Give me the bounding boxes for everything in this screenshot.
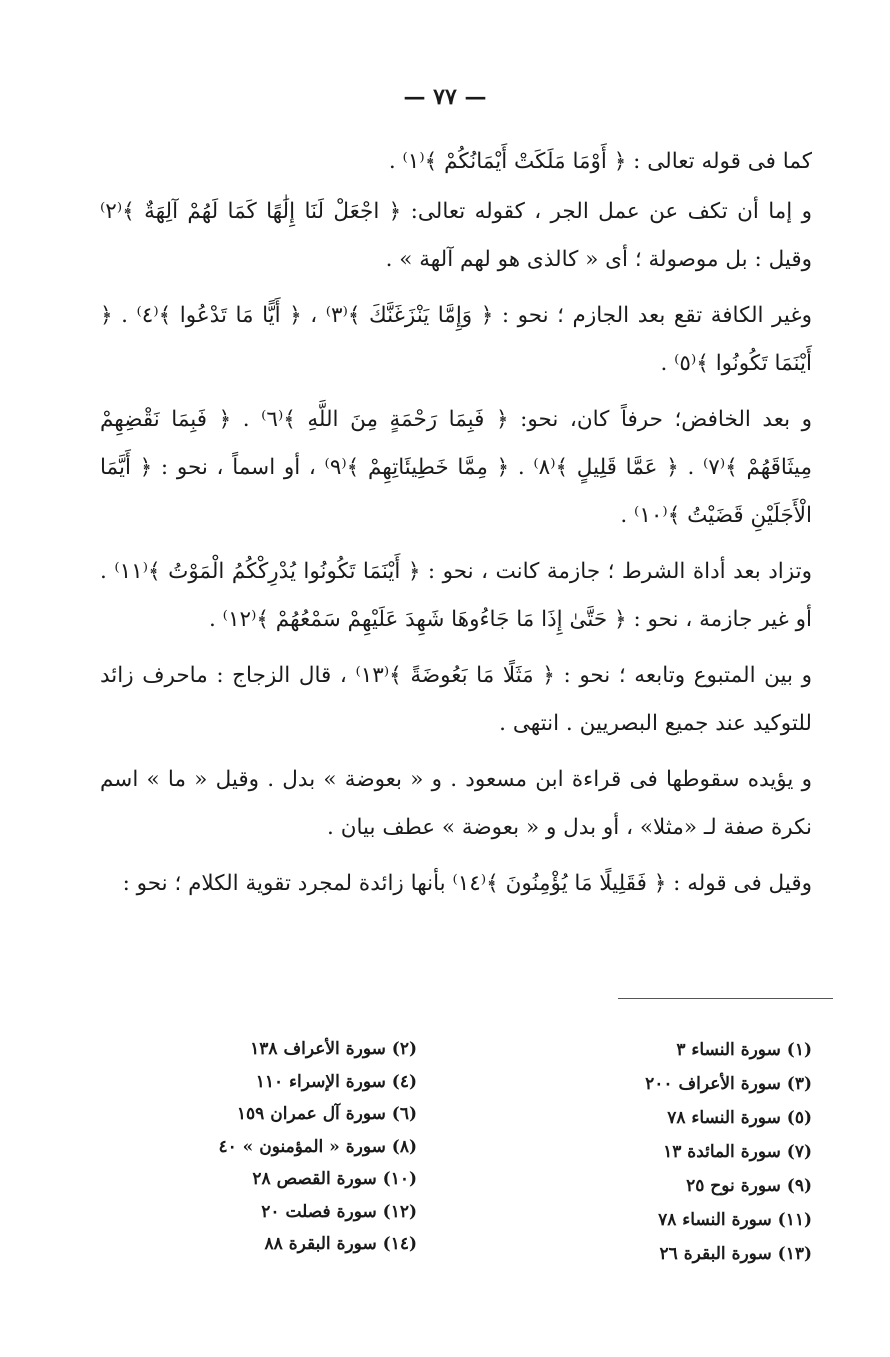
footnote: (٦) سورة آل عمران ١٥٩ [236, 1104, 417, 1124]
footnote: (٥) سورة النساء ٧٨ [667, 1108, 812, 1128]
footnote: (٣) سورة الأعراف ٢٠٠ [645, 1074, 812, 1094]
footnote-divider [618, 998, 833, 999]
footnote: (١) سورة النساء ٣ [676, 1040, 812, 1060]
footnote: (١٠) سورة القصص ٢٨ [252, 1169, 417, 1189]
paragraph-1: كما فى قوله تعالى : ﴿ أَوْمَا مَلَكَتْ أَيْمَانُكُمْ ﴾⁽١⁾ . [388, 149, 812, 174]
paragraph-7: و يؤيده سقوطها فى قراءة ابن مسعود . و « بعوضة » بدل . وقيل « ما » اسم نكرة صفة لـ «مثلا» ، أو بدل و « بعوضة » عطف بيان . [100, 767, 812, 840]
footnotes-left-column [117, 1033, 417, 1261]
footnote: (١١) سورة النساء ٧٨ [658, 1210, 812, 1230]
footnote: (١٣) سورة البقرة ٢٦ [659, 1244, 812, 1264]
footnote: (٢) سورة الأعراف ١٣٨ [250, 1039, 417, 1059]
paragraph-8: وقيل فى قوله : ﴿ فَقَلِيلًا مَا يُؤْمِنُونَ ﴾⁽١٤⁾ بأنها زائدة لمجرد تقوية الكلام ؛ نحو : [122, 871, 812, 896]
footnote: (١٢) سورة فصلت ٢٠ [261, 1201, 417, 1222]
paragraph-4: و بعد الخافض؛ حرفاً كان، نحو: ﴿ فَبِمَا رَحْمَةٍ مِنَ اللَّهِ ﴾⁽٦⁾ . ﴿ فَبِمَا نَقْضِهِمْ مِيثَاقَهُمْ ﴾⁽٧⁾ . ﴿ عَمَّا قَلِيلٍ ﴾⁽٨⁾ . ﴿ مِمَّا خَطِيئَاتِهِمْ ﴾⁽٩⁾ ، أو اسماً ، نحو : ﴿ أَيَّمَا الْأَجَلَيْنِ قَضَيْتُ ﴾⁽١٠⁾ . [100, 407, 812, 528]
footnote: (٨) سورة « المؤمنون » ٤٠ [218, 1136, 417, 1157]
main-text [100, 138, 812, 916]
footnote: (٤) سورة الإسراء ١١٠ [255, 1071, 417, 1092]
footnote: (٧) سورة المائدة ١٣ [663, 1142, 812, 1162]
footnote: (١٤) سورة البقرة ٨٨ [264, 1234, 417, 1254]
paragraph-6: و بين المتبوع وتابعه ؛ نحو : ﴿ مَثَلًا مَا بَعُوضَةً ﴾⁽١٣⁾ ، قال الزجاج : ماحرف زائد للتوكيد عند جميع البصريين . انتهى . [100, 663, 812, 736]
footnotes-right-column [512, 1033, 812, 1271]
page-number: — ٧٧ — [403, 84, 487, 110]
paragraph-2: و إما أن تكف عن عمل الجر ، كقوله تعالى: ﴿ اجْعَلْ لَنَا إِلَٰهًا كَمَا لَهُمْ آلِهَةٌ ﴾⁽٢⁾ وقيل : بل موصولة ؛ أى « كالذى هو لهم آلهة » . [100, 199, 812, 272]
paragraph-3: وغير الكافة تقع بعد الجازم ؛ نحو : ﴿ وَإِمَّا يَنْزَغَنَّكَ ﴾⁽٣⁾ ، ﴿ أَيًّا مَا تَدْعُوا ﴾⁽٤⁾ . ﴿ أَيْنَمَا تَكُونُوا ﴾⁽٥⁾ . [100, 303, 812, 376]
paragraph-5: وتزاد بعد أداة الشرط ؛ جازمة كانت ، نحو : ﴿ أَيْنَمَا تَكُونُوا يُدْرِكْكُمُ الْمَوْتُ ﴾⁽١١⁾ . أو غير جازمة ، نحو : ﴿ حَتَّىٰ إِذَا مَا جَاءُوهَا شَهِدَ عَلَيْهِمْ سَمْعُهُمْ ﴾⁽١٢⁾ . [100, 559, 813, 632]
footnote: (٩) سورة نوح ٢٥ [686, 1176, 812, 1196]
